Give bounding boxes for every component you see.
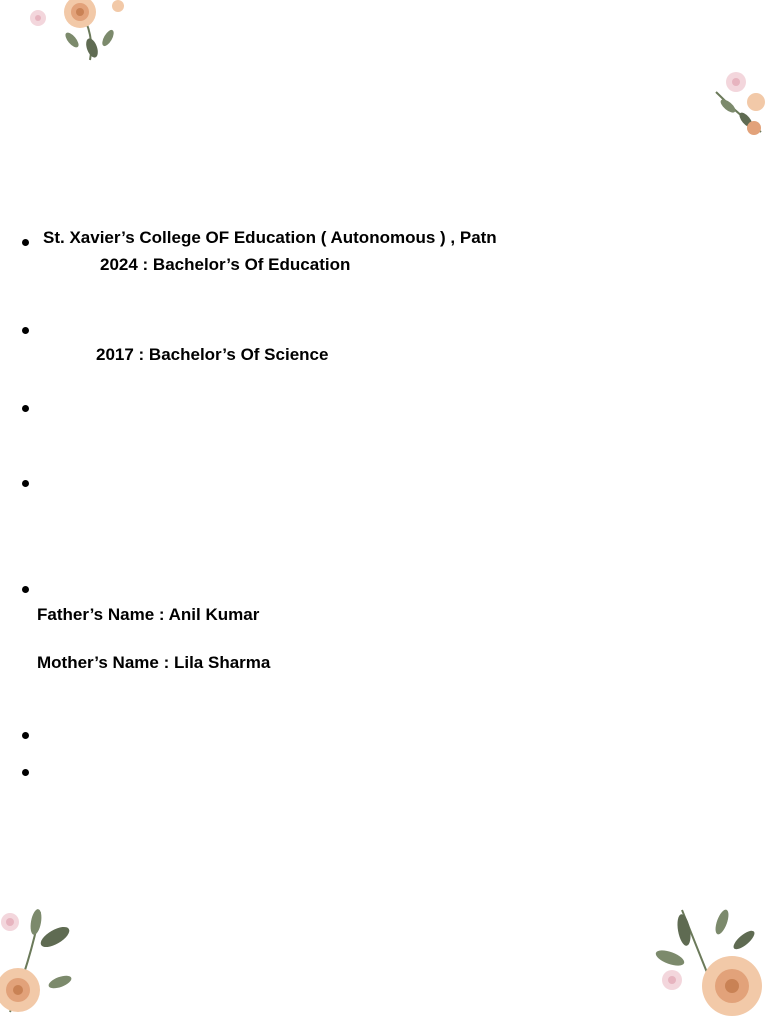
floral-top-right-decoration (706, 62, 768, 142)
bullet-3 (22, 405, 29, 412)
father-name: Father’s Name : Anil Kumar (37, 605, 260, 624)
bullet-2 (22, 327, 29, 334)
education-institution-1: St. Xavier’s College OF Education ( Autonomous ) , Patn (43, 228, 497, 247)
education-degree-1: 2024 : Bachelor’s Of Education (100, 255, 351, 274)
bullet-1 (22, 239, 29, 246)
mother-name: Mother’s Name : Lila Sharma (37, 653, 271, 672)
bullet-5 (22, 586, 29, 593)
floral-top-left-decoration (20, 0, 130, 70)
education-degree-2: 2017 : Bachelor’s Of Science (96, 345, 329, 364)
floral-bottom-left-decoration (0, 902, 85, 1022)
bullet-6 (22, 732, 29, 739)
floral-bottom-right-decoration (652, 900, 768, 1024)
bullet-4 (22, 480, 29, 487)
bullet-7 (22, 769, 29, 776)
